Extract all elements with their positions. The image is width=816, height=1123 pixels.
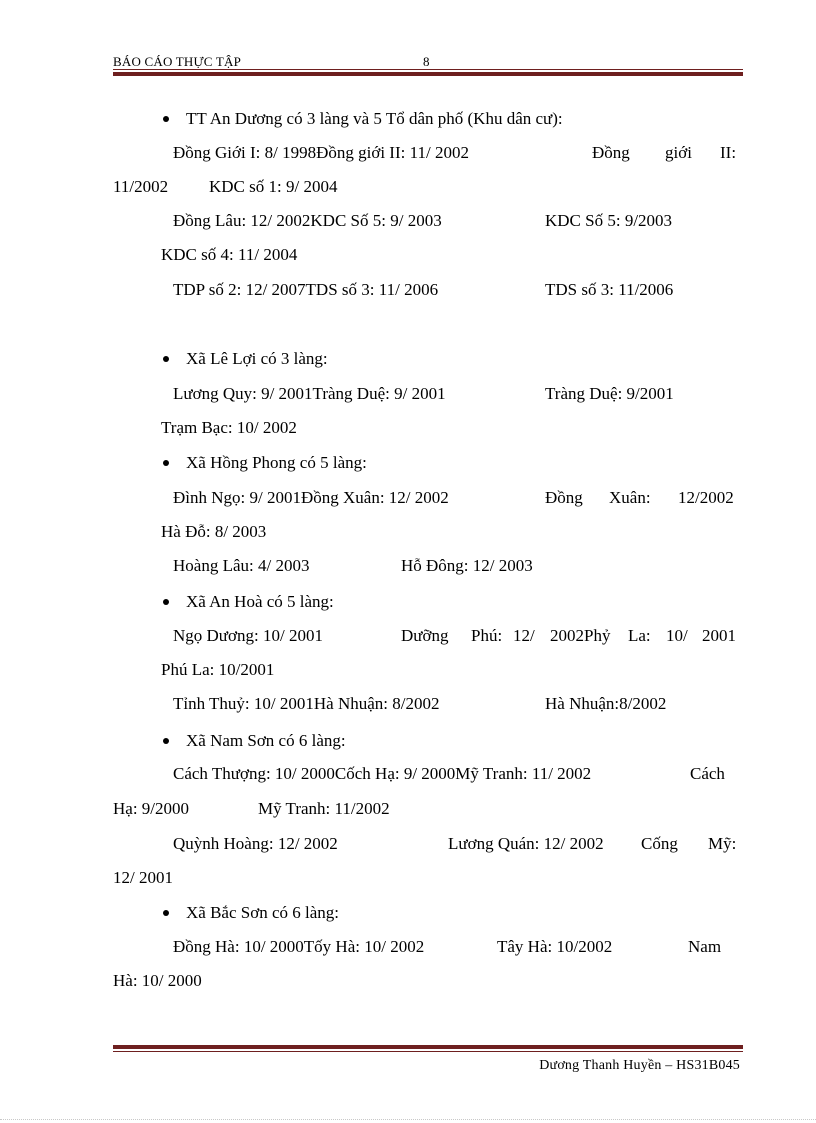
text-fragment: Mỹ: [708, 834, 737, 853]
text-fragment: Hỗ Đông: 12/ 2003 [401, 556, 533, 575]
header-title: BÁO CÁO THỰC TẬP [113, 54, 242, 69]
text-fragment: TDS số 3: 11/2006 [545, 280, 674, 299]
footer-author: Dương Thanh Huyền – HS31B045 [539, 1058, 740, 1073]
text-line: Đồng Hà: 10/ 2000Tốy Hà: 10/ 2002 [173, 937, 425, 956]
text-fragment: giới [665, 143, 692, 162]
text-fragment: Dưỡng [401, 626, 449, 645]
text-fragment: 2001 [702, 626, 736, 645]
section-heading: TT An Dương có 3 làng và 5 Tổ dân phố (Khu dân cư): [186, 109, 563, 128]
text-fragment: 2002Phỷ [550, 626, 611, 645]
page-edge-divider [0, 1119, 816, 1120]
text-fragment: Đồng [592, 143, 630, 162]
text-fragment: Cống [641, 834, 678, 853]
text-fragment: Quỳnh Hoàng: 12/ 2002 [173, 834, 338, 853]
footer-rule-thick [113, 1045, 743, 1049]
text-fragment: Cách [690, 764, 725, 783]
section-heading: Xã An Hoà có 5 làng: [186, 592, 334, 611]
text-fragment: 11/2002 [113, 177, 169, 196]
text-fragment: Hạ: 9/2000 [113, 799, 190, 818]
text-fragment: Nam [688, 937, 722, 956]
text-fragment: Tây Hà: 10/2002 [497, 937, 613, 956]
text-line: Hà: 10/ 2000 [113, 971, 202, 990]
text-fragment: Mỹ Tranh: 11/2002 [258, 799, 390, 818]
text-fragment: KDC Số 5: 9/2003 [545, 211, 673, 230]
section-heading: Xã Nam Sơn có 6 làng: [186, 731, 346, 750]
text-fragment: 12/ [513, 626, 535, 645]
section-heading: Xã Hồng Phong có 5 làng: [186, 453, 367, 472]
bullet-icon [163, 460, 169, 466]
text-line: Phú La: 10/2001 [161, 660, 275, 679]
page-number: 8 [423, 54, 430, 69]
text-line: 12/ 2001 [113, 868, 173, 887]
text-line: Tỉnh Thuỷ: 10/ 2001Hà Nhuận: 8/2002 [173, 694, 440, 713]
bullet-icon [163, 356, 169, 362]
text-fragment: Lương Quán: 12/ 2002 [448, 834, 604, 853]
text-line: Trạm Bạc: 10/ 2002 [161, 418, 297, 437]
text-fragment: II: [720, 143, 737, 162]
text-line: Đồng Giới I: 8/ 1998Đồng giới II: 11/ 2002 [173, 143, 469, 162]
header-rule-thin [113, 69, 743, 70]
text-fragment: Phú: [471, 626, 503, 645]
bullet-icon [163, 116, 169, 122]
text-fragment: Đồng [545, 488, 583, 507]
text-fragment: Tràng Duệ: 9/2001 [545, 384, 674, 403]
text-line: Cách Thượng: 10/ 2000Cốch Hạ: 9/ 2000Mỹ Tranh: 11/ 2002 [173, 764, 592, 783]
text-line: Đồng Lâu: 12/ 2002KDC Số 5: 9/ 2003 [173, 211, 442, 230]
text-line: Đình Ngọ: 9/ 2001Đồng Xuân: 12/ 2002 [173, 488, 449, 507]
text-fragment: Ngọ Dương: 10/ 2001 [173, 626, 323, 645]
text-fragment: 10/ [666, 626, 688, 645]
text-fragment: Xuân: [609, 488, 651, 507]
text-line: Lương Quy: 9/ 2001Tràng Duệ: 9/ 2001 [173, 384, 446, 403]
text-line: Hà Đỗ: 8/ 2003 [161, 522, 267, 541]
bullet-icon [163, 599, 169, 605]
section-heading: Xã Bắc Sơn có 6 làng: [186, 903, 339, 922]
text-fragment: Hà Nhuận:8/2002 [545, 694, 667, 713]
section-heading: Xã Lê Lợi có 3 làng: [186, 349, 328, 368]
text-fragment: 12/2002 [678, 488, 734, 507]
text-fragment: La: [628, 626, 651, 645]
bullet-icon [163, 910, 169, 916]
footer-rule-thin [113, 1051, 743, 1052]
text-line: TDP số 2: 12/ 2007TDS số 3: 11/ 2006 [173, 280, 439, 299]
text-line: KDC số 4: 11/ 2004 [161, 245, 298, 264]
text-fragment: KDC số 1: 9/ 2004 [209, 177, 338, 196]
text-fragment: Hoàng Lâu: 4/ 2003 [173, 556, 310, 575]
bullet-icon [163, 738, 169, 744]
header-rule-thick [113, 72, 743, 76]
